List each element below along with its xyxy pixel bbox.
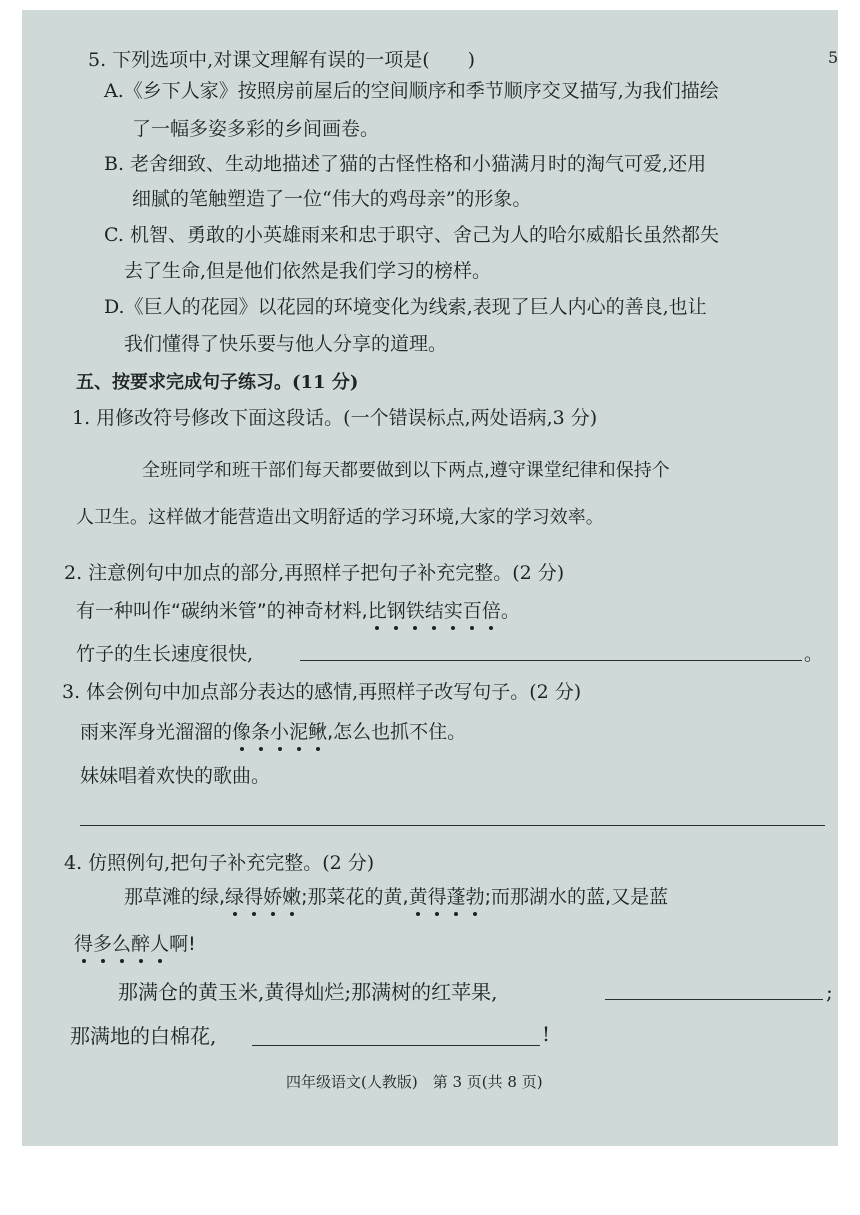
q1-passage-line2: 人卫生。这样做才能营造出文明舒适的学习环境,大家的学习效率。 (76, 507, 604, 528)
q4-ex-c: ;而那湖水的蓝,又是蓝 (484, 886, 669, 908)
q4-ex-a: 那草滩的绿, (124, 886, 226, 908)
q4-dot-char: 么 (112, 933, 132, 955)
q4-ex-b: ;那菜花的黄, (301, 886, 409, 908)
q2-dot-char: 百 (462, 600, 482, 622)
q5-option-a-line2: 了一幅多姿多彩的乡间画卷。 (132, 118, 380, 140)
q4-dot-char: 得 (427, 886, 447, 908)
q3-dot-char: 小 (270, 721, 290, 743)
q3-dot-char: 像 (232, 721, 252, 743)
q2-dot-char: 实 (443, 600, 463, 622)
q4-dot-char: 醉 (131, 933, 151, 955)
q5-option-b-line2: 细腻的笔触塑造了一位“伟大的鸡母亲”的形象。 (132, 188, 532, 210)
q4-task-line1: 那满仓的黄玉米,黄得灿烂;那满树的红苹果, (118, 980, 498, 1004)
q3-example-pre: 雨来浑身光溜溜的 (80, 721, 233, 743)
page-footer: 四年级语文(人教版) 第 3 页(共 8 页) (286, 1073, 543, 1091)
q3-task: 妹妹唱着欢快的歌曲。 (80, 765, 271, 787)
q2-dot-char: 钢 (386, 600, 406, 622)
q2-task: 竹子的生长速度很快, (76, 643, 254, 665)
q4-dot-char: 勃 (465, 886, 485, 908)
q4-dot-char: 多 (93, 933, 113, 955)
q3-dot-char: 条 (251, 721, 271, 743)
q4-dot-char: 黄 (408, 886, 428, 908)
q4-dot-char: 得 (74, 933, 94, 955)
q5-option-c-line2: 去了生命,但是他们依然是我们学习的榜样。 (124, 260, 492, 282)
q2-task-end: 。 (804, 643, 824, 665)
q3-stem: 3. 体会例句中加点部分表达的感情,再照样子改写句子。(2 分) (62, 681, 582, 703)
q5-option-d-line1: D.《巨人的花园》以花园的环境变化为线索,表现了巨人内心的善良,也让 (104, 296, 707, 318)
q2-dot-char: 铁 (405, 600, 425, 622)
q4-dot-char: 娇 (263, 886, 283, 908)
q3-answer-blank[interactable] (80, 825, 825, 826)
q3-example-post: ,怎么也抓不住。 (327, 721, 467, 743)
page-corner-number: 5 (828, 48, 839, 67)
q2-dot-char: 结 (424, 600, 444, 622)
q2-example-post: 。 (500, 600, 520, 622)
q4-task1-end: ; (826, 980, 833, 1004)
q5-option-a-line1: A.《乡下人家》按照房前屋后的空间顺序和季节顺序交叉描写,为我们描绘 (104, 80, 719, 102)
q4-dot-char: 蓬 (446, 886, 466, 908)
q1-passage-line1: 全班同学和班干部们每天都要做到以下两点,遵守课堂纪律和保持个 (142, 460, 670, 481)
q4-example-line1 (124, 888, 668, 907)
q5-option-c-line1: C. 机智、勇敢的小英雄雨来和忠于职守、舍己为人的哈尔威船长虽然都失 (104, 224, 719, 246)
q2-example (76, 602, 520, 621)
q4-dot-char: 绿 (225, 886, 245, 908)
q3-dot-char: 泥 (289, 721, 309, 743)
section-five-title: 五、按要求完成句子练习。(11 分) (76, 372, 359, 393)
q5-option-d-line2: 我们懂得了快乐要与他人分享的道理。 (124, 333, 448, 355)
q4-task-line2: 那满地的白棉花, (70, 1024, 217, 1048)
q5-stem: 5. 下列选项中,对课文理解有误的一项是( ) (88, 49, 476, 71)
q5-option-b-line1: B. 老舍细致、生动地描述了猫的古怪性格和小猫满月时的淘气可爱,还用 (104, 153, 707, 175)
q3-dot-char: 鳅 (308, 721, 328, 743)
q4-answer-blank-1[interactable] (605, 999, 823, 1000)
q4-task2-end: ! (542, 1022, 551, 1046)
q2-stem: 2. 注意例句中加点的部分,再照样子把句子补充完整。(2 分) (64, 562, 565, 584)
q4-dot-char: 人 (150, 933, 170, 955)
q2-dot-char: 比 (367, 600, 387, 622)
q3-example (80, 723, 466, 742)
q4-answer-blank-2[interactable] (252, 1045, 540, 1046)
q4-example-line2 (74, 935, 196, 954)
q4-dot-char: 得 (244, 886, 264, 908)
q1-stem: 1. 用修改符号修改下面这段话。(一个错误标点,两处语病,3 分) (72, 407, 598, 429)
q4-ex2-post: 啊! (169, 933, 196, 955)
q4-stem: 4. 仿照例句,把句子补充完整。(2 分) (64, 852, 375, 874)
q4-dot-char: 嫩 (282, 886, 302, 908)
q2-dot-char: 倍 (481, 600, 501, 622)
q2-example-pre: 有一种叫作“碳纳米管”的神奇材料, (76, 600, 368, 622)
q2-answer-blank[interactable] (300, 660, 802, 661)
